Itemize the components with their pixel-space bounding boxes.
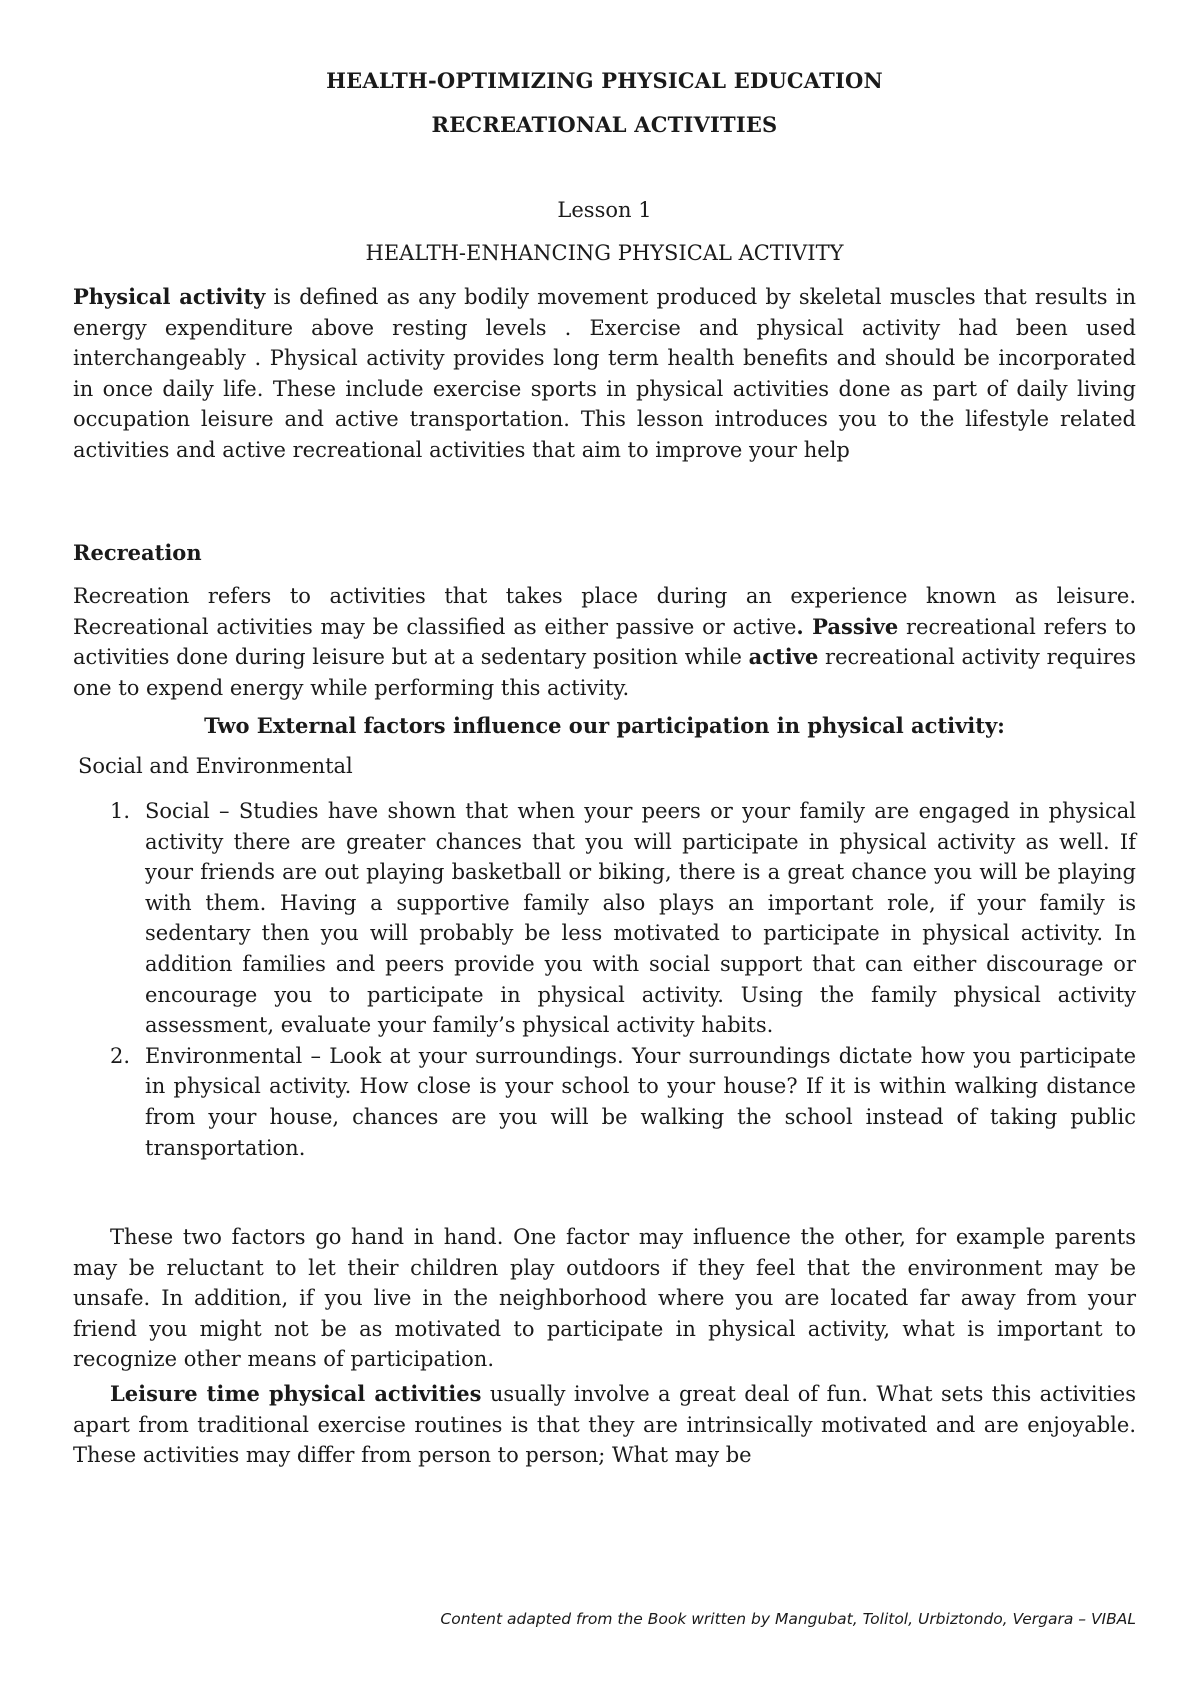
recreation-passive-term: . Passive (796, 613, 899, 639)
document-subtitle: RECREATIONAL ACTIVITIES (431, 112, 778, 137)
lesson-number: Lesson 1 (557, 198, 652, 222)
list-item (73, 796, 1136, 1041)
factors-list (73, 796, 1136, 1163)
recreation-text-2: recreational refers to activities done during leisure but at a sedentary position while (73, 614, 1136, 670)
document-page (73, 0, 1136, 1696)
leisure-term: Leisure time physical activities (110, 1381, 482, 1406)
footer-credit: Content adapted from the Book written by Mangubat, Tolitol, Urbiztondo, Vergara – VIBAL (440, 1610, 1136, 1628)
intro-paragraph (73, 282, 1136, 466)
recreation-text-3: recreational activity requires one to expend energy while performing this activity. (73, 645, 1136, 700)
list-item-text: Environmental – Look at your surroundings. Your surroundings dictate how you participate in physical activity. How close is your school to your house? If it is within walking distance from your house, chances are you will be walking the school instead of taking public transportation. (145, 1043, 1136, 1160)
list-item-text: Social – Studies have shown that when your peers or your family are engaged in physical activity there are greater chances that you will participate in physical activity as well. If your friends are out playing basketball or biking, there is a great chance you will be playing with them. Having a supportive family also plays an important role, if your family is sedentary then you will probably be less motivated to participate in physical activity. In addition families and peers provide you with social support that can either discourage or encourage you to participate in physical activity. Using the family physical activity assessment, evaluate your family’s physical activity habits. (145, 799, 1136, 1038)
document-title: HEALTH-OPTIMIZING PHYSICAL EDUCATION (326, 68, 883, 93)
list-item (73, 1041, 1136, 1163)
leisure-paragraph (73, 1379, 1136, 1471)
leisure-text: usually involve a great deal of fun. What sets this activities apart from traditional exercise routines is that they are intrinsically motivated and are enjoyable. These activities may differ from person to person; What may be (73, 1382, 1136, 1468)
list-item-number: 1. (110, 799, 131, 823)
lesson-title: HEALTH-ENHANCING PHYSICAL ACTIVITY (365, 241, 844, 265)
recreation-paragraph (73, 581, 1136, 703)
factors-subtitle: Social and Environmental (78, 754, 353, 778)
recreation-heading: Recreation (73, 540, 202, 565)
factors-heading: Two External factors influence our participation in physical activity: (204, 713, 1005, 738)
list-item-number: 2. (110, 1043, 131, 1068)
recreation-active-term: active (748, 644, 819, 670)
intro-term: Physical activity (73, 284, 266, 309)
recreation-text-1: Recreation refers to activities that takes place during an experience known as leisure. Recreational activities may be classified as either passive or active (73, 584, 1136, 639)
closing-paragraph: These two factors go hand in hand. One factor may influence the other, for example parents may be reluctant to let their children play outdoors if they feel that the environment may be unsafe. In addition, if you live in the neighborhood where you are located far away from your friend you might not be as motivated to participate in physical activity, what is important to recognize other means of participation. (73, 1225, 1136, 1372)
intro-text: is defined as any bodily movement produced by skeletal muscles that results in energy expenditure above resting levels . Exercise and physical activity had been used interchangeably . Physical activity provides long term health benefits and should be incorporated in once daily life. These include exercise sports in physical activities done as part of daily living occupation leisure and active transportation. This lesson introduces you to the lifestyle related activities and active recreational activities that aim to improve your help (73, 285, 1136, 462)
